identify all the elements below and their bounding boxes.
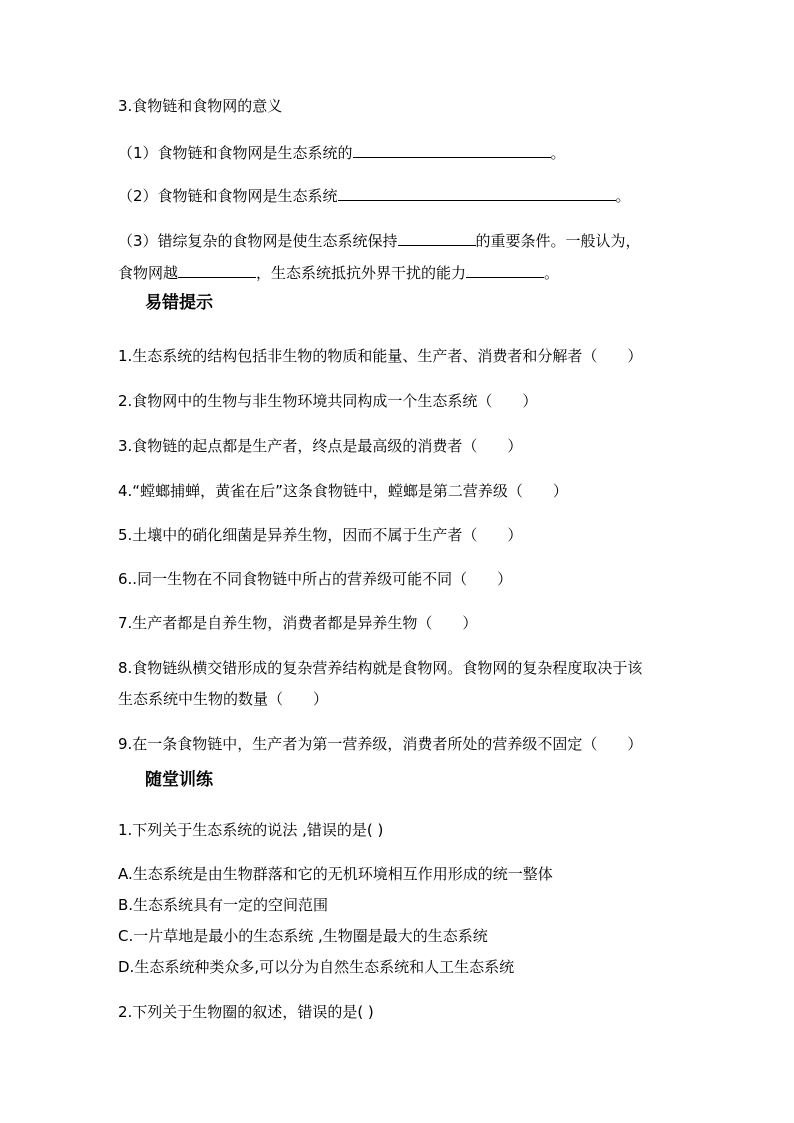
- answer-blank[interactable]: [353, 142, 551, 158]
- question-1-stem: 1.下列关于生态系统的说法 ,错误的是( ): [118, 821, 384, 839]
- fill-item-3-prefix: （3）错综复杂的食物网是使生态系统保持: [118, 232, 398, 250]
- list-item: 9.在一条食物链中，生产者为第一营养级，消费者所处的营养级不固定（ ）: [118, 735, 643, 753]
- answer-blank[interactable]: [338, 185, 616, 201]
- option-d[interactable]: D.生态系统种类众多,可以分为自然生态系统和人工生态系统: [118, 958, 515, 976]
- fill-item-2-suffix: 。: [615, 187, 631, 205]
- answer-blank[interactable]: [398, 230, 476, 246]
- list-item: 7.生产者都是自养生物，消费者都是异养生物（ ）: [118, 614, 478, 632]
- fill-item-3-line-2-prefix: 食物网越: [118, 264, 179, 282]
- option-a[interactable]: A.生态系统是由生物群落和它的无机环境相互作用形成的统一整体: [118, 865, 553, 883]
- fill-item-3-line-2-middle: ，生态系统抵抗外界干扰的能力: [256, 264, 467, 282]
- fill-item-1-prefix: （1）食物链和食物网是生态系统的: [118, 144, 353, 162]
- list-item: 4.“螳螂捕蝉，黄雀在后”这条食物链中，螳螂是第二营养级（ ）: [118, 482, 568, 500]
- question-2-stem: 2.下列关于生物圈的叙述，错误的是( ): [118, 1003, 374, 1021]
- list-item-continued: 生态系统中生物的数量（ ）: [118, 690, 329, 708]
- fill-item-3-line-2-suffix: 。: [544, 264, 560, 282]
- list-item: 6..同一生物在不同食物链中所占的营养级可能不同（ ）: [118, 570, 513, 588]
- list-item: 2.食物网中的生物与非生物环境共同构成一个生态系统（ ）: [118, 392, 538, 410]
- fill-item-3-suffix: 的重要条件。一般认为，: [475, 232, 641, 250]
- list-item: 3.食物链的起点都是生产者，终点是最高级的消费者（ ）: [118, 437, 523, 455]
- fill-item-3-line-2: [118, 262, 559, 283]
- practice-heading: 随堂训练: [145, 770, 213, 790]
- section-title: 3.食物链和食物网的意义: [118, 97, 283, 115]
- option-c[interactable]: C.一片草地是最小的生态系统 ,生物圈是最大的生态系统: [118, 927, 488, 945]
- list-item: 1.生态系统的结构包括非生物的物质和能量、生产者、消费者和分解者（ ）: [118, 347, 643, 365]
- fill-item-2: [118, 185, 631, 206]
- list-item: 5.土壤中的硝化细菌是异养生物，因而不属于生产者（ ）: [118, 526, 523, 544]
- fill-item-1: [118, 142, 566, 163]
- error-tips-heading: 易错提示: [145, 293, 213, 313]
- list-item: 8.食物链纵横交错形成的复杂营养结构就是食物网。食物网的复杂程度取决于该: [118, 659, 643, 677]
- fill-item-1-suffix: 。: [550, 144, 566, 162]
- answer-blank[interactable]: [178, 262, 256, 278]
- answer-blank[interactable]: [466, 262, 544, 278]
- fill-item-2-prefix: （2）食物链和食物网是生态系统: [118, 187, 338, 205]
- option-b[interactable]: B.生态系统具有一定的空间范围: [118, 896, 329, 914]
- fill-item-3-line-1: [118, 230, 641, 251]
